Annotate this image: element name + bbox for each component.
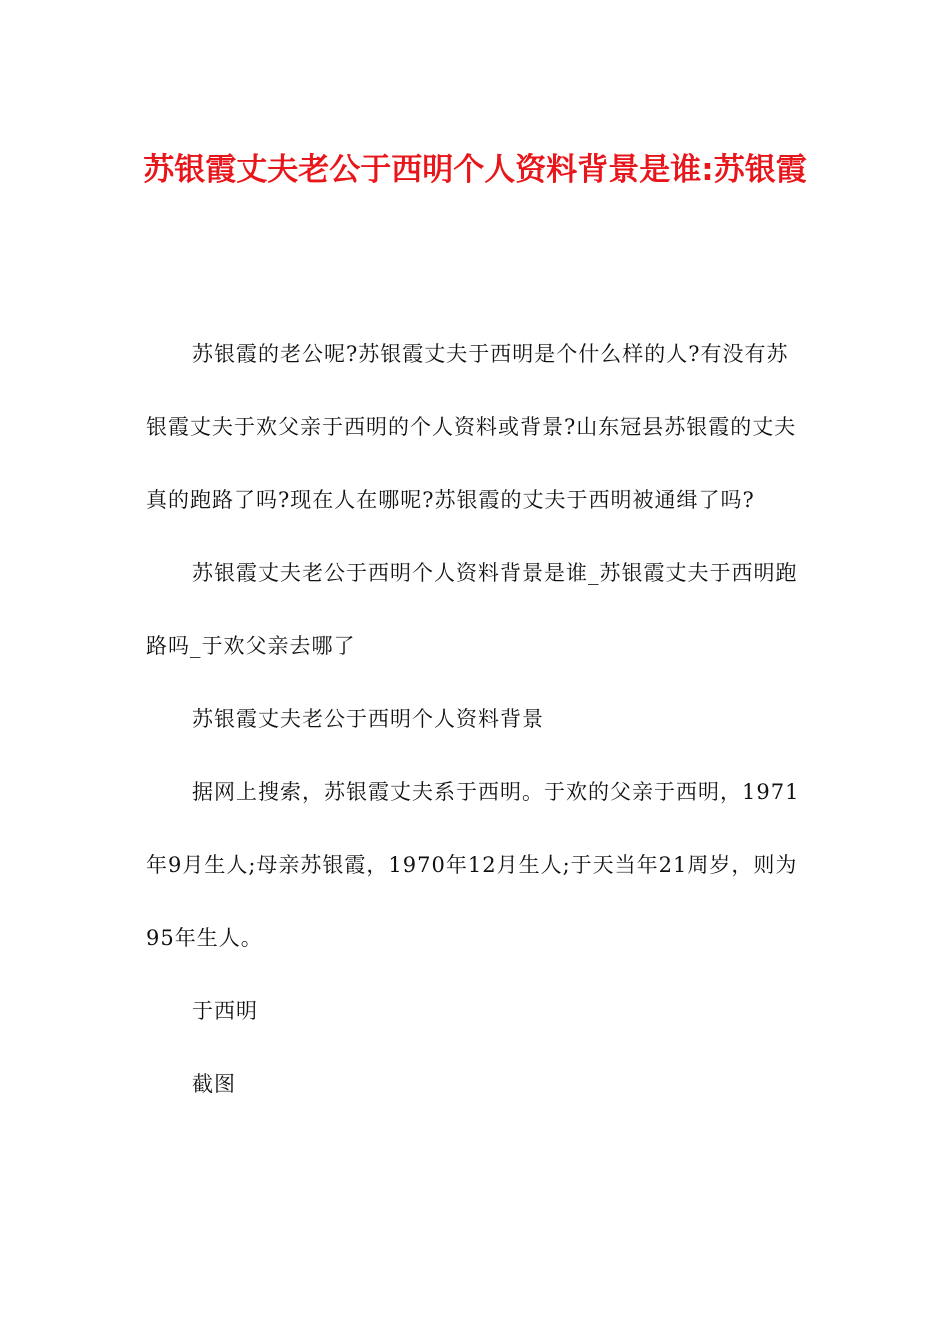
paragraph-subheading: 苏银霞丈夫老公于西明个人资料背景 [192,707,544,731]
paragraph-headline: 苏银霞丈夫老公于西明个人资料背景是谁_苏银霞丈夫于西明跑路吗_于欢父亲去哪了 [146,561,798,658]
document-title: 苏银霞丈夫老公于西明个人资料背景是谁:苏银霞 [143,152,807,188]
paragraph-name: 于西明 [192,999,258,1023]
paragraph-screenshot-label: 截图 [192,1072,236,1096]
paragraph-intro: 苏银霞的老公呢?苏银霞丈夫于西明是个什么样的人?有没有苏银霞丈夫于欢父亲于西明的个人资料或背景?山东冠县苏银霞的丈夫真的跑路了吗?现在人在哪呢?苏银霞的丈夫于西明被通缉了吗? [146,342,797,512]
paragraph-search-result: 据网上搜索，苏银霞丈夫系于西明。于欢的父亲于西明，1971年9月生人;母亲苏银霞，1970年12月生人;于天当年21周岁，则为95年生人。 [146,780,800,950]
document-body [146,318,806,1121]
